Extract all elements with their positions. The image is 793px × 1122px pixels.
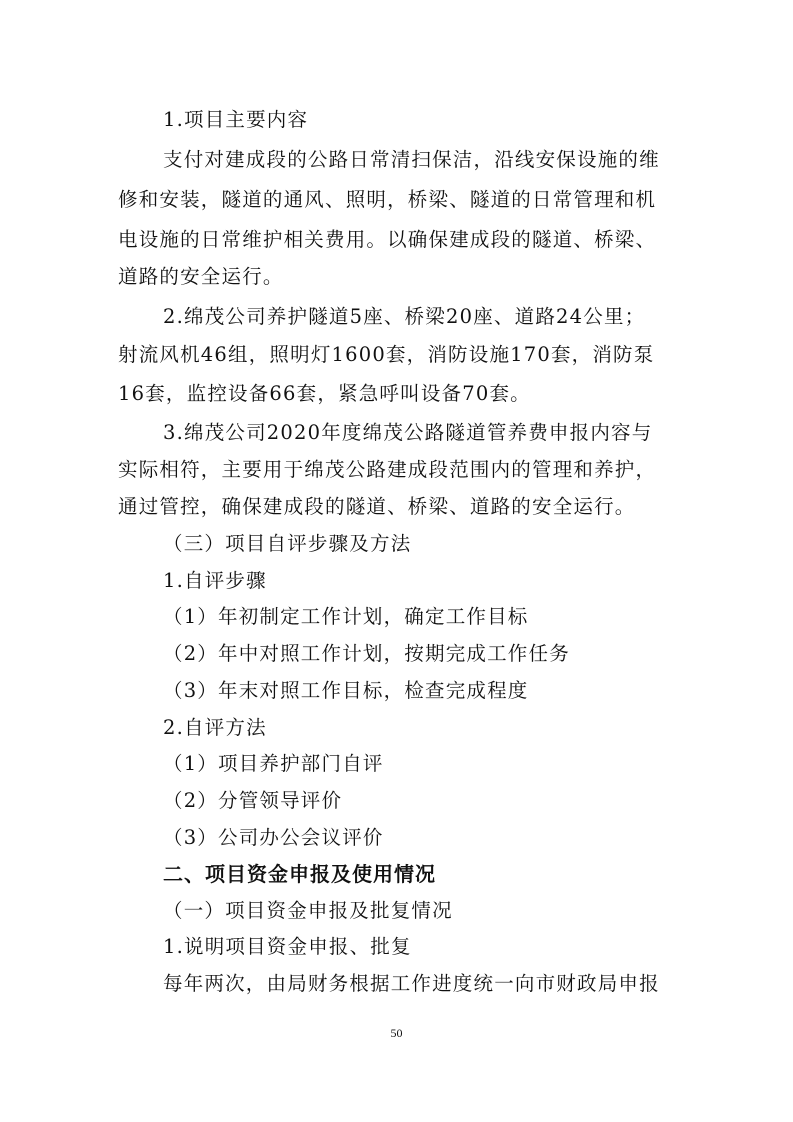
section-heading-self-evaluation: （三）项目自评步骤及方法 bbox=[163, 532, 412, 555]
subsection-title-explanation: 1.说明项目资金申报、批复 bbox=[163, 935, 412, 958]
paragraph-line: 电设施的日常维护相关费用。以确保建成段的隧道、桥梁、 bbox=[118, 228, 657, 251]
list-item: （2）分管领导评价 bbox=[163, 789, 343, 812]
paragraph-line: 实际相符，主要用于绵茂公路建成段范围内的管理和养护， bbox=[118, 458, 657, 481]
paragraph-line: 支付对建成段的公路日常清扫保洁，沿线安保设施的维 bbox=[163, 148, 660, 171]
paragraph-line: 射流风机46组，照明灯1600套，消防设施170套，消防泵 bbox=[118, 343, 655, 366]
chapter-heading-funds: 二、项目资金申报及使用情况 bbox=[163, 862, 436, 886]
paragraph-line: 2.绵茂公司养护隧道5座、桥梁20座、道路24公里； bbox=[163, 305, 646, 328]
paragraph-line: 通过管控，确保建成段的隧道、桥梁、道路的安全运行。 bbox=[118, 495, 636, 518]
paragraph-line: 每年两次，由局财务根据工作进度统一向市财政局申报 bbox=[163, 972, 660, 995]
subsection-title-main-content: 1.项目主要内容 bbox=[163, 108, 309, 131]
list-item: （1）项目养护部门自评 bbox=[163, 752, 384, 775]
paragraph-line: 修和安装，隧道的通风、照明，桥梁、隧道的日常管理和机 bbox=[118, 188, 657, 211]
paragraph-line: 道路的安全运行。 bbox=[118, 265, 284, 288]
subsection-title-methods: 2.自评方法 bbox=[163, 716, 267, 739]
paragraph-line: 3.绵茂公司2020年度绵茂公路隧道管养费申报内容与 bbox=[163, 421, 653, 444]
list-item: （3）年末对照工作目标，检查完成程度 bbox=[163, 679, 529, 702]
subsection-title-steps: 1.自评步骤 bbox=[163, 569, 267, 592]
page-number: 50 bbox=[390, 1026, 403, 1040]
section-heading-fund-application: （一）项目资金申报及批复情况 bbox=[163, 899, 453, 922]
paragraph-line: 16套，监控设备66套，紧急呼叫设备70套。 bbox=[118, 382, 531, 405]
list-item: （3）公司办公会议评价 bbox=[163, 826, 384, 849]
list-item: （1）年初制定工作计划，确定工作目标 bbox=[163, 605, 529, 628]
list-item: （2）年中对照工作计划，按期完成工作任务 bbox=[163, 642, 570, 665]
